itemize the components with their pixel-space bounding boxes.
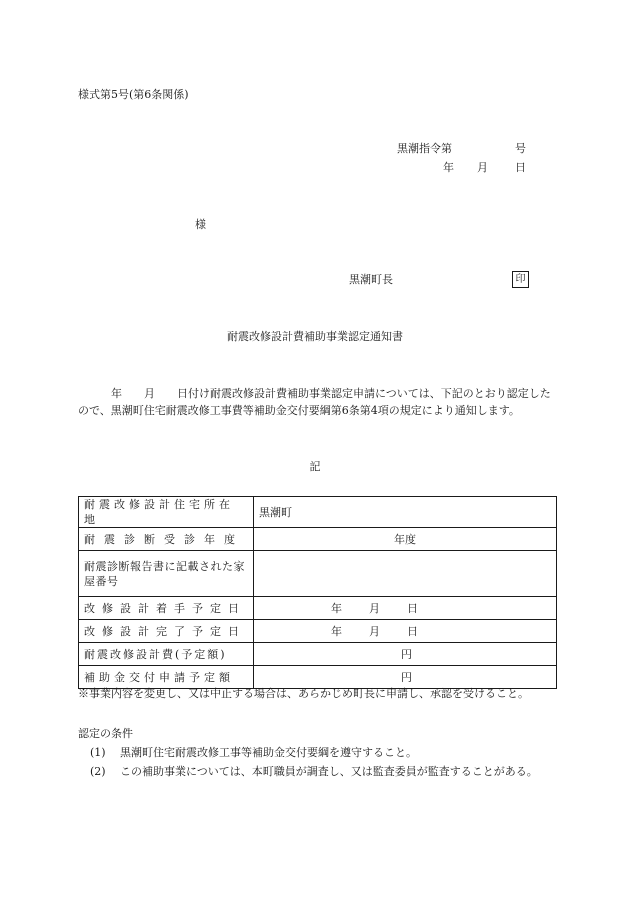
row-label: 耐震改修設計住宅所在地 <box>79 497 254 528</box>
body-text: 年 月 日付け耐震改修設計費補助事業認定申請については、下記のとおり認定したので、黒潮町住宅耐震改修工事費等補助金交付要綱第6条第4項の規定により通知します。 <box>78 387 551 417</box>
condition-item <box>90 765 538 779</box>
document-number-suffix: 号 <box>515 142 526 155</box>
issue-date-month: 月 <box>477 161 488 174</box>
start-day: 日 <box>407 601 418 615</box>
details-table <box>78 496 557 689</box>
row-value <box>254 620 557 643</box>
condition-text: この補助事業については、本町職員が調査し、又は監査委員が監査することがある。 <box>120 765 538 778</box>
ki-heading: 記 <box>309 460 321 473</box>
row-label: 耐震診断受診年度 <box>79 528 254 551</box>
condition-number: (1) <box>90 746 106 759</box>
row-value: 黒潮町 <box>254 497 557 528</box>
end-month: 月 <box>369 624 380 638</box>
row-value: 年度 <box>254 528 557 551</box>
addressee: 様 <box>195 218 206 231</box>
row-value: 円 <box>254 666 557 689</box>
table-row <box>79 643 557 666</box>
row-value: 円 <box>254 643 557 666</box>
issue-date-year: 年 <box>443 161 454 174</box>
row-label: 耐震改修設計費(予定額) <box>79 643 254 666</box>
table-row <box>79 497 557 528</box>
seal-mark: 印 <box>512 271 529 288</box>
start-year: 年 <box>331 601 342 615</box>
row-label: 改修設計着手予定日 <box>79 597 254 620</box>
end-year: 年 <box>331 624 342 638</box>
table-row <box>79 620 557 643</box>
issuer-name: 黒潮町長 <box>349 273 393 286</box>
issue-date-day: 日 <box>515 161 526 174</box>
condition-item <box>90 746 417 760</box>
document-number <box>397 142 526 156</box>
end-day: 日 <box>407 624 418 638</box>
document-number-prefix: 黒潮指令第 <box>397 142 452 155</box>
issue-date <box>443 161 526 175</box>
table-row <box>79 551 557 597</box>
row-value <box>254 551 557 597</box>
note: ※事業内容を変更し、又は中止する場合は、あらかじめ町長に申請し、承認を受けること。 <box>78 687 529 700</box>
table-row <box>79 528 557 551</box>
row-label: 補助金交付申請予定額 <box>79 666 254 689</box>
row-label: 改修設計完了予定日 <box>79 620 254 643</box>
form-number: 様式第5号(第6条関係) <box>78 88 189 101</box>
row-label: 耐震診断報告書に記載された家屋番号 <box>79 551 254 597</box>
table-row <box>79 666 557 689</box>
condition-number: (2) <box>90 765 106 778</box>
row-value <box>254 597 557 620</box>
condition-text: 黒潮町住宅耐震改修工事等補助金交付要綱を遵守すること。 <box>120 746 417 759</box>
document-title: 耐震改修設計費補助事業認定通知書 <box>227 330 403 343</box>
start-month: 月 <box>369 601 380 615</box>
table-row <box>79 597 557 620</box>
conditions-title: 認定の条件 <box>78 727 133 740</box>
